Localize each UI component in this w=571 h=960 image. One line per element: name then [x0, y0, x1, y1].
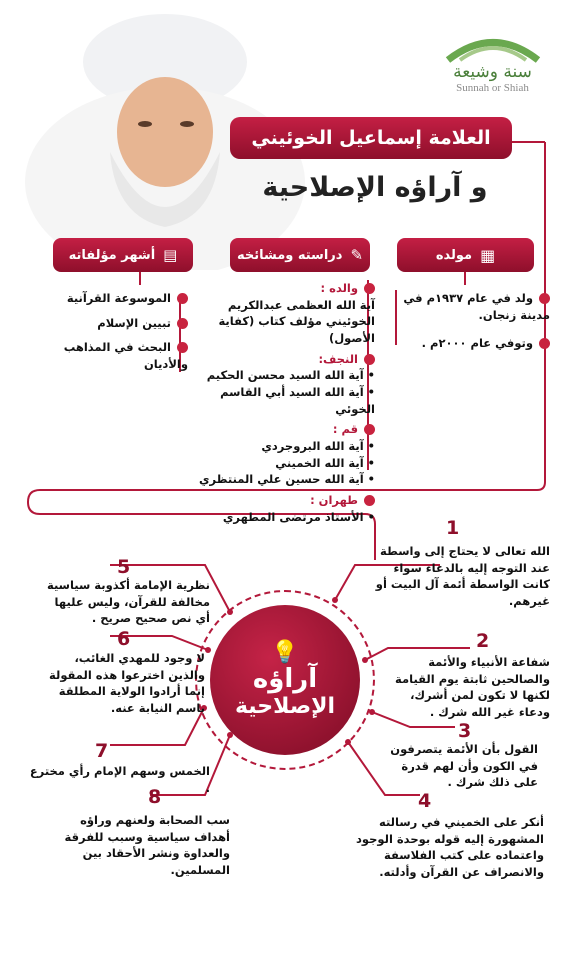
- view-text: القول بأن الأئمة يتصرفون في الكون وأن لهم قدرة على ذلك شرك .: [390, 742, 538, 790]
- view-text: الخمس وسهم الإمام رأي مخترع .: [29, 764, 210, 795]
- view-number: 6: [117, 628, 131, 650]
- group-label: طهران :: [190, 492, 375, 509]
- list-item: البحث في المذاهب والأديان: [63, 340, 188, 372]
- logo-arc-icon: [438, 30, 548, 66]
- view-number: 2: [476, 630, 490, 652]
- title-name: العلامة إسماعيل الخوئيني: [230, 117, 512, 159]
- group-label: النجف:: [190, 351, 375, 368]
- view-text: لا وجود للمهدي الغائب، والذين اخترعوا هذه المقولة إنما أرادوا الولاية المطلقة باسم النيابة عنه.: [49, 651, 205, 716]
- view-number: 3: [458, 720, 472, 742]
- list-item: تبيين الإسلام: [20, 315, 188, 332]
- list-item: • الأستاذ مرتضى المطهري: [222, 509, 375, 524]
- birth-list: [385, 290, 550, 352]
- calendar-icon: ▦: [480, 245, 496, 265]
- lightbulb-icon: 💡: [271, 639, 299, 665]
- view-number: 7: [95, 740, 109, 762]
- title-subtitle: و آراؤه الإصلاحية: [262, 172, 488, 203]
- group-label: والده :: [190, 280, 375, 297]
- view-text: نظرية الإمامة أكذوبة سياسية مخالفة للقرآن، وليس عليها أي نص صحيح صريح .: [46, 578, 210, 626]
- view-text: سب الصحابة ولعنهم وراؤه أهداف سياسية وسبب للفرقة والعداوة ونشر الأحقاد بين المسلمين.: [64, 813, 230, 878]
- list-item: • آية الله السيد محسن الحكيم: [206, 368, 375, 383]
- view-text: أنكر على الخميني في رسالته المشهورة إليه قوله بوحدة الوجود واعتماده على كتب الفلاسفة والانصراف عن القرآن وأدلته.: [356, 815, 544, 880]
- list-item: • آية الله حسين علي المنتظري: [198, 472, 375, 487]
- logo-english: Sunnah or Shiah: [456, 82, 529, 94]
- list-item: ولد في عام ١٩٣٧م في مدينة زنجان.: [403, 291, 550, 322]
- view-number: 4: [418, 790, 432, 812]
- works-header: ▤ أشهر مؤلفاته: [53, 238, 193, 272]
- works-list: [20, 290, 188, 373]
- birth-header: ▦ مولده: [397, 238, 534, 272]
- logo-arabic: سنة وشيعة: [453, 62, 532, 82]
- list-item: آية الله العظمى عبدالكريم الخوئيني مؤلف كتاب (كفاية الأصول): [218, 297, 375, 346]
- view-number: 1: [446, 517, 460, 539]
- view-number: 8: [148, 786, 162, 808]
- center-circle: [195, 590, 375, 770]
- list-item: • آية الله السيد أبي القاسم الخوئي: [220, 385, 375, 416]
- view-text: الله تعالى لا يحتاج إلى واسطة عند التوجه إليه بالدعاء سواء كانت الواسطة أئمة آل البيت أو غيرهم.: [375, 544, 550, 609]
- list-item: الموسوعة القرآنية: [20, 290, 188, 307]
- site-logo: [430, 30, 555, 105]
- compass-icon: ✎: [350, 246, 364, 264]
- list-item: • آية الله الخميني: [275, 455, 375, 470]
- list-item: وتوفي عام ٢٠٠٠م .: [385, 335, 550, 352]
- view-text: شفاعة الأنبياء والأئمة والصالحين ثابتة يوم القيامة لكنها لا تكون لمن أشرك، ودعاء غير الله شرك .: [395, 655, 550, 720]
- studies-header: ✎ دراسته ومشائخه: [230, 238, 370, 272]
- group-label: قم :: [190, 421, 375, 438]
- list-item: • آية الله البروجردي: [261, 439, 375, 454]
- center-inner: 💡 آراؤه الإصلاحية: [210, 605, 360, 755]
- view-number: 5: [117, 556, 131, 578]
- studies-list: [190, 280, 375, 525]
- book-icon: ▤: [163, 246, 178, 264]
